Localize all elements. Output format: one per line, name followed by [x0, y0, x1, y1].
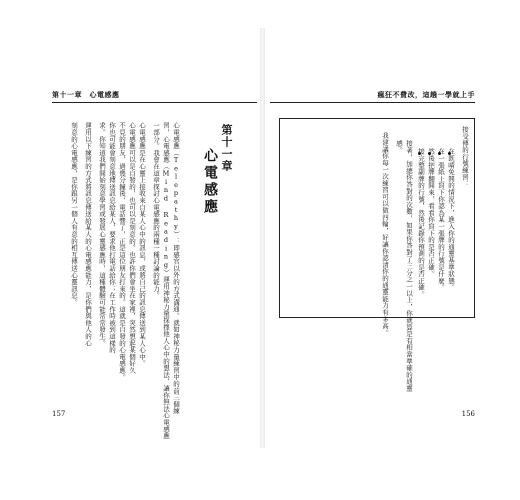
chapter-title: 心電感應 [202, 148, 218, 216]
exercise-step: 然後把牌翻開來，看看你寫下的是否正確。 [427, 148, 435, 278]
page-number-right: 156 [461, 410, 475, 418]
body-column: 一部分。我會在這章探討心電感應的兩種一種討論的能力。 [152, 122, 160, 299]
body-column: 心電感應可以是自發的，也可以是刻意的。也許你們會坐在家裡，突然想起某個好久 [128, 122, 136, 374]
header-rule-left [52, 102, 257, 103]
exercise-body: 接著，加總你答對的次數，如果你答對了三分之一以上，你就算是有相當準確的通靈 [405, 140, 413, 392]
exercise-intro: 接受傳的行號練習： [461, 126, 469, 188]
body-column: 求。你知道我們開始刻意學習或發展心靈感應時，這種體驗可能常常發生。 [98, 122, 106, 347]
chapter-number: 第十一章 [220, 124, 233, 172]
body-column: 心電感應是在心靈上接收來自某人心中的訊息，或將自己的訊息傳送到某人心中。 [138, 122, 146, 367]
body-column: 運用以下練習的方式將訊息傳送給某人的心電感應能力，是你們與他人的心 [84, 122, 92, 347]
body-column: 你也可能會刻意地傳送訊息給某人，要求他打電話給你；在工作時被到這樣的 [108, 122, 116, 354]
body-column: 習，心電感應（Mind Reading）運用神秘力量探擇他人心中的想法，讓你無法心電感應 [162, 122, 170, 440]
running-head-left: 第十一章 心電感應 [52, 90, 120, 99]
page-number-left: 157 [52, 410, 66, 418]
body-column: 刻意的心電感應，是你跟另一個人有意的相互傳送心靈訊息。 [70, 122, 78, 306]
exercise-box [279, 118, 475, 318]
exercise-step: 在一張紙上寫下你認為某一張牌的行號是什麼。 [437, 148, 445, 291]
header-rule-right [270, 102, 475, 103]
exercise-step: 接完整副牌的行號，然後記錄你預測的是否正確。 [417, 148, 425, 298]
running-head-right: 瘋狂不費改，這趟一學就上手 [377, 90, 475, 99]
book-spread [40, 28, 485, 448]
left-page [40, 28, 260, 448]
exercise-step: 在既晴免開的情況下，進入你的通靈基準狀態。 [447, 148, 455, 291]
body-column: 心電感應（Telepathy）：即感官以外的方式溝通。就如神秘力量練習中的前三個練 [172, 122, 180, 415]
right-page [265, 28, 485, 448]
exercise-body: 我建議你每一次練習可以做四輪，好讓你認清你的通靈能力有多高。 [381, 132, 389, 336]
exercise-body: 感。 [395, 140, 403, 154]
body-column: 不見的朋友，過幾分鐘後，電話響了，正是這位朋友打來的。這就是自發的心電感應。 [118, 122, 126, 381]
